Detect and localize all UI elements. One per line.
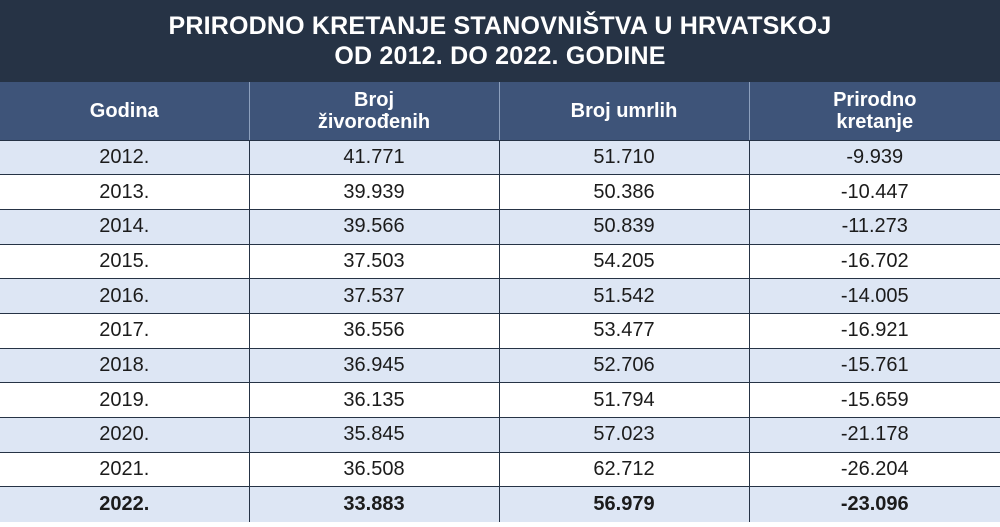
table-row xyxy=(0,452,1000,487)
cell-prirodno-kretanje: -15.659 xyxy=(749,383,1000,418)
header-umrlih-line1: Broj umrlih xyxy=(570,99,678,122)
cell-umrli: 51.542 xyxy=(499,279,749,314)
cell-zivorodeni: 39.566 xyxy=(249,209,499,244)
cell-godina: 2021. xyxy=(0,452,249,487)
title-line-1: PRIRODNO KRETANJE STANOVNIŠTVA U HRVATSKOJ xyxy=(168,12,832,40)
cell-zivorodeni: 36.945 xyxy=(249,348,499,383)
cell-zivorodeni: 41.771 xyxy=(249,140,499,175)
cell-zivorodeni: 37.537 xyxy=(249,279,499,314)
cell-zivorodeni: 39.939 xyxy=(249,175,499,210)
header-godina xyxy=(0,82,249,140)
cell-godina: 2016. xyxy=(0,279,249,314)
title-line-2: OD 2012. DO 2022. GODINE xyxy=(334,42,666,70)
cell-godina: 2022. xyxy=(0,487,249,522)
cell-zivorodeni: 35.845 xyxy=(249,418,499,453)
table-row xyxy=(0,175,1000,210)
cell-zivorodeni: 37.503 xyxy=(249,244,499,279)
cell-prirodno-kretanje: -23.096 xyxy=(840,492,909,515)
cell-godina: 2012. xyxy=(0,140,249,175)
cell-umrli: 56.979 xyxy=(499,487,749,522)
table-row xyxy=(0,487,1000,522)
cell-godina: 2015. xyxy=(0,244,249,279)
header-row xyxy=(0,82,1000,140)
header-zivorodenih-line2: živorođenih xyxy=(317,110,431,133)
header-umrlih xyxy=(499,82,749,140)
cell-umrli: 51.710 xyxy=(499,140,749,175)
cell-umrli: 50.839 xyxy=(499,209,749,244)
cell-prirodno-kretanje: -26.204 xyxy=(749,452,1000,487)
cell-umrli: 62.712 xyxy=(499,452,749,487)
cell-zivorodeni: 36.508 xyxy=(249,452,499,487)
cell-prirodno-kretanje: -14.005 xyxy=(749,279,1000,314)
table-row xyxy=(0,279,1000,314)
cell-umrli: 51.794 xyxy=(499,383,749,418)
cell-prirodno-kretanje: -9.939 xyxy=(749,140,1000,175)
cell-prirodno-kretanje: -21.178 xyxy=(749,418,1000,453)
cell-zivorodeni: 33.883 xyxy=(249,487,499,522)
cell-godina: 2020. xyxy=(0,418,249,453)
header-zivorodenih-line1: Broj xyxy=(354,88,394,111)
cell-prirodno-kretanje: -10.447 xyxy=(749,175,1000,210)
cell-umrli: 57.023 xyxy=(499,418,749,453)
table-row xyxy=(0,313,1000,348)
table-body xyxy=(0,140,1000,522)
header-godina-line1: Godina xyxy=(89,99,159,122)
table-row xyxy=(0,140,1000,175)
cell-umrli: 50.386 xyxy=(499,175,749,210)
cell-zivorodeni: 36.135 xyxy=(249,383,499,418)
data-table xyxy=(0,82,1000,522)
cell-godina: 2013. xyxy=(0,175,249,210)
cell-zivorodeni: 36.556 xyxy=(249,313,499,348)
header-zivorodenih xyxy=(249,82,499,140)
cell-godina: 2019. xyxy=(0,383,249,418)
cell-godina: 2014. xyxy=(0,209,249,244)
cell-umrli: 52.706 xyxy=(499,348,749,383)
cell-godina: 2017. xyxy=(0,313,249,348)
cell-umrli: 54.205 xyxy=(499,244,749,279)
title-bar xyxy=(0,0,1000,82)
cell-godina: 2018. xyxy=(0,348,249,383)
cell-prirodno-kretanje: -16.921 xyxy=(749,313,1000,348)
cell-prirodno-kretanje: -11.273 xyxy=(749,209,1000,244)
cell-prirodno-kretanje: -15.761 xyxy=(749,348,1000,383)
cell-prirodno-kretanje: -16.702 xyxy=(749,244,1000,279)
table-row xyxy=(0,418,1000,453)
cell-umrli: 53.477 xyxy=(499,313,749,348)
table-row xyxy=(0,348,1000,383)
header-prirodno-kretanje xyxy=(749,82,1000,140)
header-prirodno-line1: Prirodno xyxy=(833,88,917,111)
table-row xyxy=(0,209,1000,244)
header-prirodno-line2: kretanje xyxy=(836,110,914,133)
table-row xyxy=(0,244,1000,279)
table-row xyxy=(0,383,1000,418)
